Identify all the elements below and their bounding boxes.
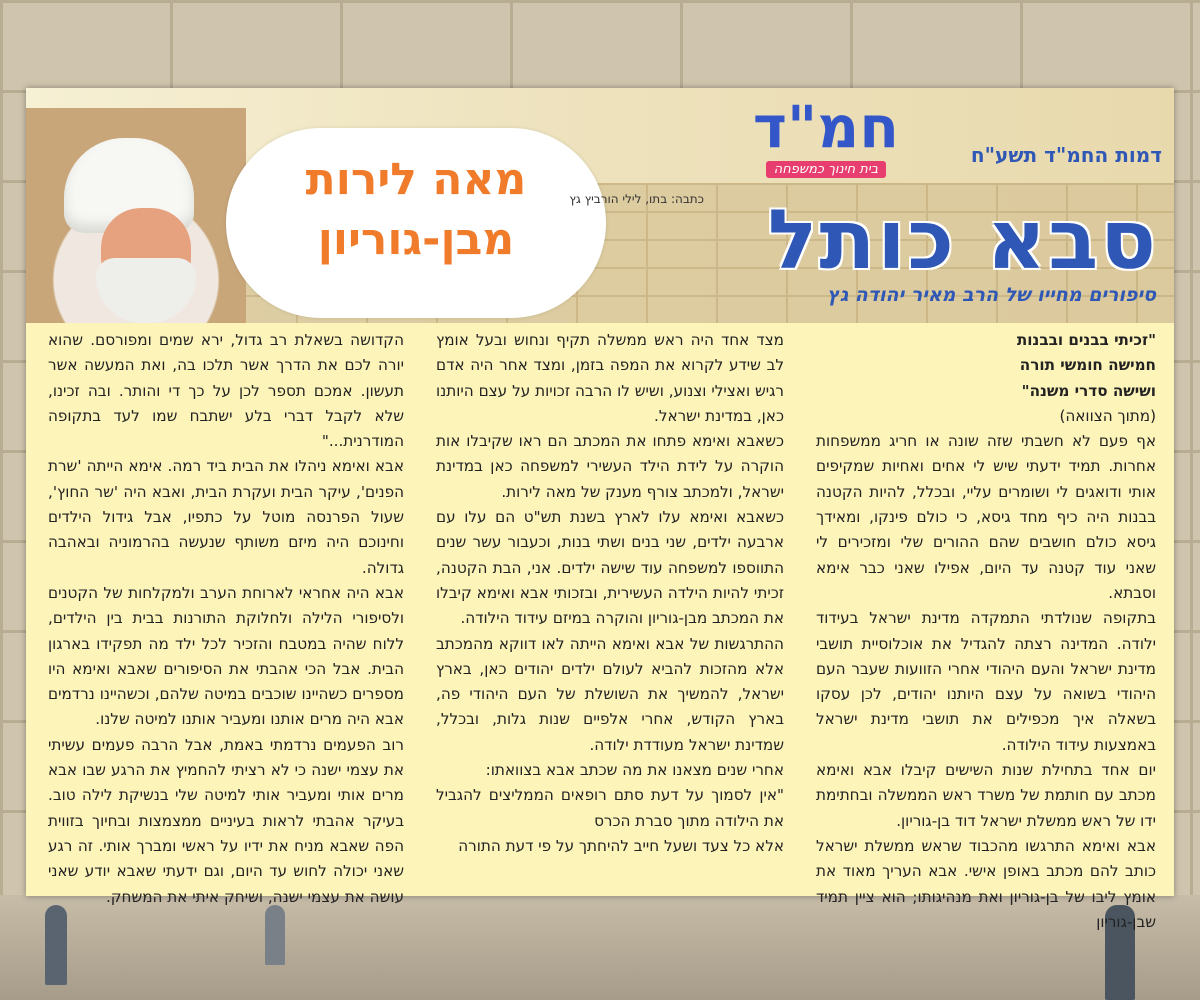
- paragraph: בתקופה שנולדתי התמקדה מדינת ישראל בעידוד ילודה. המדינה רצתה להגדיל את אוכלוסיית תושבי מדינת ישראל והעם היהודי אחרי הזוועות שעבר העם היהודי בשואה על עצם היותנו יהודים, לכן עסקו בשאלה איך מכפילים את תושבי מדינת ישראל באמצעות עידוד הילודה.: [816, 609, 1156, 754]
- paragraph: מצד אחד היה ראש ממשלה תקיף ונחוש ובעל אומץ לב שידע לקרוא את המפה בזמן, ומצד אחר היה אדם רגיש ואצילי וצנוע, ושיש לו הרבה זכויות על עצם היותנו כאן, במדינת ישראל.: [436, 331, 784, 425]
- paragraph: אף פעם לא חשבתי שזה שונה או חריג ממשפחות אחרות. תמיד ידעתי שיש לי אחים ואחיות שמקיפים אותי ודואגים לי ושומרים עליי, ובכלל, להיות הקטנה בבנות היה כיף מחד גיסא, כי כולם פינקו, ומאידך גיסא כולם חושבים שהם ההורים שלי ומזכירים לי שאני עוד קטנה עד היום, אפילו שאני כבר אימא וסבתא.: [816, 432, 1156, 602]
- column-left: [48, 328, 404, 906]
- cloud-title-line1: מאה לירות: [305, 154, 527, 205]
- paragraph: אלא כל צעד ושעל חייב להיחתך על פי דעת התורה: [458, 836, 784, 855]
- pull-quote-line: חמישה חומשי תורה: [1019, 356, 1156, 375]
- cloud-title: [246, 150, 586, 270]
- paragraph: אבא ואימא התרגשו מהכבוד שראש ממשלת ישראל כותב להם מכתב באופן אישי. אבא העריך מאוד את אומץ ליבו של בן-גוריון ואת מנהיגותו; הוא ציין תמיד שבן-גוריון: [816, 836, 1156, 931]
- visitor-figure: [45, 905, 67, 985]
- brand-logo-text: חמ"ד: [752, 93, 900, 161]
- article-subtitle: סיפורים מחייו של הרב מאיר יהודה גץ: [827, 284, 1156, 306]
- article-body: [44, 328, 1156, 931]
- byline: כתבה: בתו, לילי הורביץ גץ: [569, 192, 704, 206]
- brand-tagline: בית חינוך כמשפחה: [766, 161, 886, 178]
- pull-quote-source: (מתוך הצוואה): [1059, 406, 1156, 425]
- paragraph: הקדושה בשאלת רב גדול, ירא שמים ומפורסם. שהוא יורה לכם את הדרך אשר תלכו בה, ואת המעשה אשר תעשון. אמכם תספר לכן על כך די והותר. ובה זכינו, שלא לקבל דברי בלע ישתבח שמו לעד בתקופה המודרנית...": [48, 331, 404, 451]
- section-kicker: דמות החמ"ד תשע"ח: [970, 143, 1162, 167]
- visitor-figure: [265, 905, 285, 965]
- paragraph: "אין לסמוך על דעת סתם רופאים הממליצים להגביל את הילודה מתוך סברת הכרס: [436, 786, 784, 830]
- paragraph: ההתרגשות של אבא ואימא הייתה לאו דווקא מהמכתב אלא מהזכות להביא לעולם ילדים יהודים כאן, בארץ ישראל, להמשיך את השושלת של העם היהודי פה, בארץ הקודש, אחרי אלפיים שנות גלות, ובכלל, שמדינת ישראל מעודדת ילודה.: [436, 634, 784, 754]
- paragraph: יום אחד בתחילת שנות השישים קיבלו אבא ואימא מכתב עם חותמת של משרד ראש הממשלה ובחתימת ידו של ראש ממשלת ישראל דוד בן-גוריון.: [816, 761, 1156, 830]
- paragraph: אבא ואימא ניהלו את הבית ביד רמה. אימא הייתה 'שרת הפנים', עיקר הבית ועקרת הבית, ואבא היה 'שר החוץ', שעול הפרנסה מוטל על כתפיו, אבל גידול הילדים וחינוכם היה מיזם משותף שנעשה בהרמוניה ובאהבה גדולה.: [48, 457, 404, 577]
- beard: [96, 258, 196, 323]
- rabbi-portrait: [26, 108, 246, 323]
- paragraph: אבא היה אחראי לארוחת הערב ולמקלחות של הקטנים ולסיפורי הלילה ולחלוקת התורנות בבית בין הילדים, ללוח שהיה במטבח והזכיר לכל ילד מה תפקידו בארגון הבית. אבל הכי אהבתי את הסיפורים שאבא ואימא היו מספרים כשהיינו שוכבים במיטה שלהם, וכשהיינו נרדמים אבא היה מרים אותנו ומעביר אותנו למיטה שלנו.: [48, 583, 404, 729]
- article-header: [26, 88, 1174, 323]
- column-right: [816, 328, 1156, 931]
- column-middle: [436, 328, 784, 888]
- article-title: סבא כותל: [767, 193, 1158, 288]
- brand-logo: [741, 93, 911, 186]
- paragraph: כשאבא ואימא עלו לארץ בשנת תש"ט הם עלו עם ארבעה ילדים, שני בנים ושתי בנות, וכעבור עשר שנים התווספו למשפחה עוד שישה ילדים. אני, הבת הקטנה, זכיתי להיות הילדה העשירית, ובזכותי אבא ואימא קיבלו את המכתב מבן-גוריון והוקרה במיזם עידוד הילודה.: [436, 508, 784, 628]
- paragraph: כשאבא ואימא פתחו את המכתב הם ראו שקיבלו אות הוקרה על לידת הילד העשירי למשפחה כאן במדינת ישראל, ולמכתב צורף מענק של מאה לירות.: [436, 432, 784, 501]
- pull-quote-line: ושישה סדרי משנה": [1021, 381, 1156, 400]
- cloud-title-line2: מבן-גוריון: [317, 214, 515, 265]
- pull-quote-line: "זכיתי בבנים ובבנות: [1016, 331, 1156, 349]
- newspaper-clipping: [26, 88, 1174, 931]
- paragraph: רוב הפעמים נרדמתי באמת, אבל הרבה פעמים עשיתי את עצמי ישנה כי לא רציתי להחמיץ את הרגע שבו אבא מרים אותי ומעביר אותי למיטה שלי בנשיקת לילה טוב. בעיקר אהבתי לראות בעיניים ממצמצות ובחיוך בזווית הפה שאבא מניח את ידיו על ראשי ומברך אותי. זה רגע שאני יכולה לחוש עד היום, וגם ידעתי שאבא יודע שאני עושה את עצמי ישנה, ושיחק איתי את המשחק.: [48, 735, 404, 906]
- paragraph: אחרי שנים מצאנו את מה שכתב אבא בצוואתו:: [485, 761, 784, 780]
